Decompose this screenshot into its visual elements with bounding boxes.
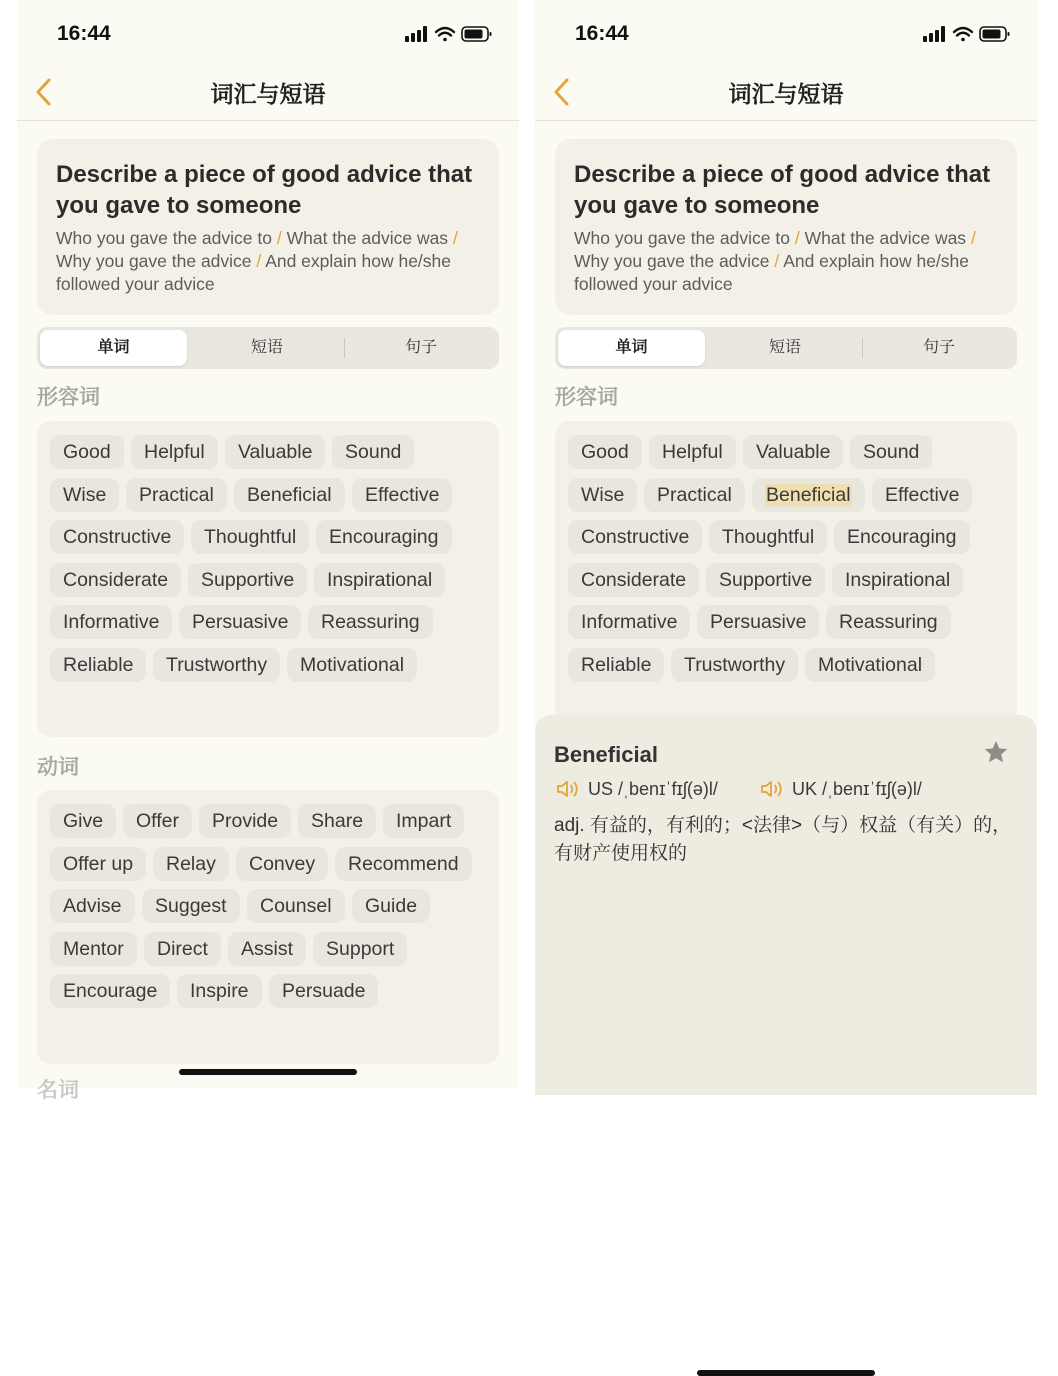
word-chip[interactable]: Impart — [383, 804, 464, 838]
word-chip[interactable]: Inspire — [177, 974, 262, 1008]
tab-divider — [862, 338, 863, 358]
word-chip[interactable]: Thoughtful — [709, 520, 827, 554]
word-chip[interactable]: Good — [568, 435, 642, 469]
word-chip[interactable]: Reassuring — [826, 605, 951, 639]
word-chip[interactable]: Provide — [199, 804, 291, 838]
topic-part: And explain how he/she followed your advice — [574, 251, 970, 294]
speaker-icon — [760, 779, 786, 799]
word-chip[interactable]: Valuable — [225, 435, 325, 469]
status-icons — [405, 24, 495, 44]
word-chip[interactable]: Informative — [50, 605, 172, 639]
status-time: 16:44 — [57, 22, 111, 45]
word-chip[interactable]: Effective — [352, 478, 452, 512]
wifi-icon — [436, 28, 454, 41]
word-chip[interactable]: Give — [50, 804, 116, 838]
status-bar — [535, 0, 1037, 66]
word-chip[interactable]: Relay — [153, 847, 229, 881]
nav-bar — [535, 66, 1037, 121]
screen-word-list — [17, 0, 519, 1102]
word-chip[interactable]: Motivational — [805, 648, 935, 682]
word-chip[interactable]: Wise — [50, 478, 119, 512]
word-chip[interactable]: Supportive — [188, 563, 307, 597]
word-chip[interactable]: Effective — [872, 478, 972, 512]
tab-bar — [555, 327, 1017, 369]
word-chip[interactable]: Helpful — [649, 435, 736, 469]
word-chip[interactable]: Informative — [568, 605, 690, 639]
word-chip[interactable]: Good — [50, 435, 124, 469]
word-chip[interactable]: Suggest — [142, 889, 240, 923]
tab-words[interactable]: 单词 — [558, 330, 705, 366]
topic-separator: / — [276, 228, 282, 248]
word-chip[interactable]: Encouraging — [834, 520, 970, 554]
pronunciation-label: US — [588, 779, 614, 799]
topic-part: Who you gave the advice to — [56, 228, 272, 248]
topic-part: Who you gave the advice to — [574, 228, 790, 248]
word-chip[interactable]: Encourage — [50, 974, 170, 1008]
word-chip[interactable]: Direct — [144, 932, 221, 966]
battery-icon — [980, 27, 1010, 41]
topic-separator: / — [452, 228, 458, 248]
word-chip[interactable]: Trustworthy — [671, 648, 798, 682]
topic-separator: / — [774, 251, 780, 271]
word-chip[interactable]: Counsel — [247, 889, 345, 923]
word-chip[interactable]: Persuasive — [179, 605, 301, 639]
word-chip[interactable]: Offer — [123, 804, 192, 838]
section-heading-verbs: 动词 — [37, 756, 79, 779]
word-chip[interactable]: Reassuring — [308, 605, 433, 639]
adjective-panel — [555, 421, 1017, 737]
definition-text: adj. 有益的，有利的；<法律>（与）权益（有关）的，有财产使用权的 — [554, 815, 1012, 864]
topic-separator: / — [970, 228, 976, 248]
word-chip[interactable]: Helpful — [131, 435, 218, 469]
word-chip[interactable]: Reliable — [568, 648, 664, 682]
topic-part: Why you gave the advice — [56, 251, 252, 271]
topic-description — [56, 227, 476, 296]
word-chip[interactable]: Convey — [236, 847, 328, 881]
pronunciation-phonetic: /ˌbenɪˈfɪʃ(ə)l/ — [822, 779, 922, 799]
section-heading-adjectives: 形容词 — [555, 386, 618, 409]
topic-separator: / — [794, 228, 800, 248]
home-indicator — [179, 1069, 357, 1075]
topic-title: Describe a piece of good advice that you gave to someone — [574, 161, 991, 219]
adjective-panel — [37, 421, 499, 737]
word-chip[interactable]: Sound — [850, 435, 932, 469]
status-bar — [17, 0, 519, 66]
verb-panel — [37, 790, 499, 1064]
word-chip[interactable]: Encouraging — [316, 520, 452, 554]
topic-part: What the advice was — [804, 228, 967, 248]
word-chip[interactable]: Offer up — [50, 847, 146, 881]
word-chip[interactable]: Sound — [332, 435, 414, 469]
signal-icon — [405, 26, 427, 42]
word-chip[interactable] — [752, 478, 865, 512]
word-chip[interactable]: Persuasive — [697, 605, 819, 639]
word-chip[interactable]: Mentor — [50, 932, 137, 966]
topic-part: What the advice was — [286, 228, 449, 248]
section-heading-nouns: 名词 — [37, 1079, 79, 1102]
tab-sentences[interactable]: 句子 — [922, 339, 955, 356]
word-chip[interactable]: Practical — [126, 478, 227, 512]
word-chip[interactable]: Assist — [228, 932, 306, 966]
word-chip[interactable]: Motivational — [287, 648, 417, 682]
topic-description — [574, 227, 994, 296]
nav-bar — [17, 66, 519, 121]
status-time: 16:44 — [575, 22, 629, 45]
word-chip[interactable]: Considerate — [568, 563, 699, 597]
page-title: 词汇与短语 — [210, 81, 326, 107]
battery-icon — [462, 27, 492, 41]
signal-icon — [923, 26, 945, 42]
word-chip[interactable]: Reliable — [50, 648, 146, 682]
topic-card — [555, 139, 1017, 315]
word-chip[interactable]: Inspirational — [832, 563, 963, 597]
section-heading-adjectives: 形容词 — [37, 386, 100, 409]
tab-phrases[interactable]: 短语 — [250, 339, 283, 356]
definition-word: Beneficial — [554, 742, 658, 767]
word-chip[interactable]: Recommend — [335, 847, 472, 881]
topic-part: And explain how he/she followed your advice — [56, 251, 452, 294]
topic-title: Describe a piece of good advice that you gave to someone — [56, 161, 473, 219]
topic-separator: / — [256, 251, 262, 271]
wifi-icon — [954, 28, 972, 41]
topic-card — [37, 139, 499, 315]
word-chip[interactable]: Thoughtful — [191, 520, 309, 554]
pronunciation-us[interactable] — [556, 779, 718, 800]
word-chip[interactable]: Wise — [568, 478, 637, 512]
tab-sentences[interactable]: 句子 — [404, 339, 437, 356]
definition-sheet — [535, 715, 1037, 1095]
tab-bar — [37, 327, 499, 369]
word-chip[interactable]: Beneficial — [234, 478, 345, 512]
word-chip[interactable]: Valuable — [743, 435, 843, 469]
status-icons — [923, 24, 1013, 44]
tab-words[interactable]: 单词 — [40, 330, 187, 366]
word-highlight: Beneficial — [766, 483, 851, 506]
word-chip[interactable]: Constructive — [568, 520, 702, 554]
word-chip[interactable]: Considerate — [50, 563, 181, 597]
home-indicator — [697, 1370, 875, 1376]
star-icon[interactable] — [983, 739, 1009, 770]
tab-phrases[interactable]: 短语 — [768, 339, 801, 356]
word-chip[interactable]: Practical — [644, 478, 745, 512]
pronunciation-uk[interactable] — [760, 779, 922, 800]
word-chip[interactable]: Supportive — [706, 563, 825, 597]
word-chip[interactable]: Persuade — [269, 974, 378, 1008]
word-chip[interactable]: Advise — [50, 889, 135, 923]
pronunciation-label: UK — [792, 779, 818, 799]
word-chip[interactable]: Share — [298, 804, 376, 838]
word-chip[interactable]: Support — [313, 932, 407, 966]
page-title: 词汇与短语 — [728, 81, 844, 107]
word-chip[interactable]: Constructive — [50, 520, 184, 554]
topic-part: Why you gave the advice — [574, 251, 770, 271]
word-chip[interactable]: Guide — [352, 889, 430, 923]
word-chip[interactable]: Trustworthy — [153, 648, 280, 682]
screen-word-detail — [535, 0, 1037, 1088]
tab-divider — [344, 338, 345, 358]
speaker-icon — [556, 779, 582, 799]
pronunciation-phonetic: /ˌbenɪˈfɪʃ(ə)l/ — [618, 779, 718, 799]
word-chip[interactable]: Inspirational — [314, 563, 445, 597]
